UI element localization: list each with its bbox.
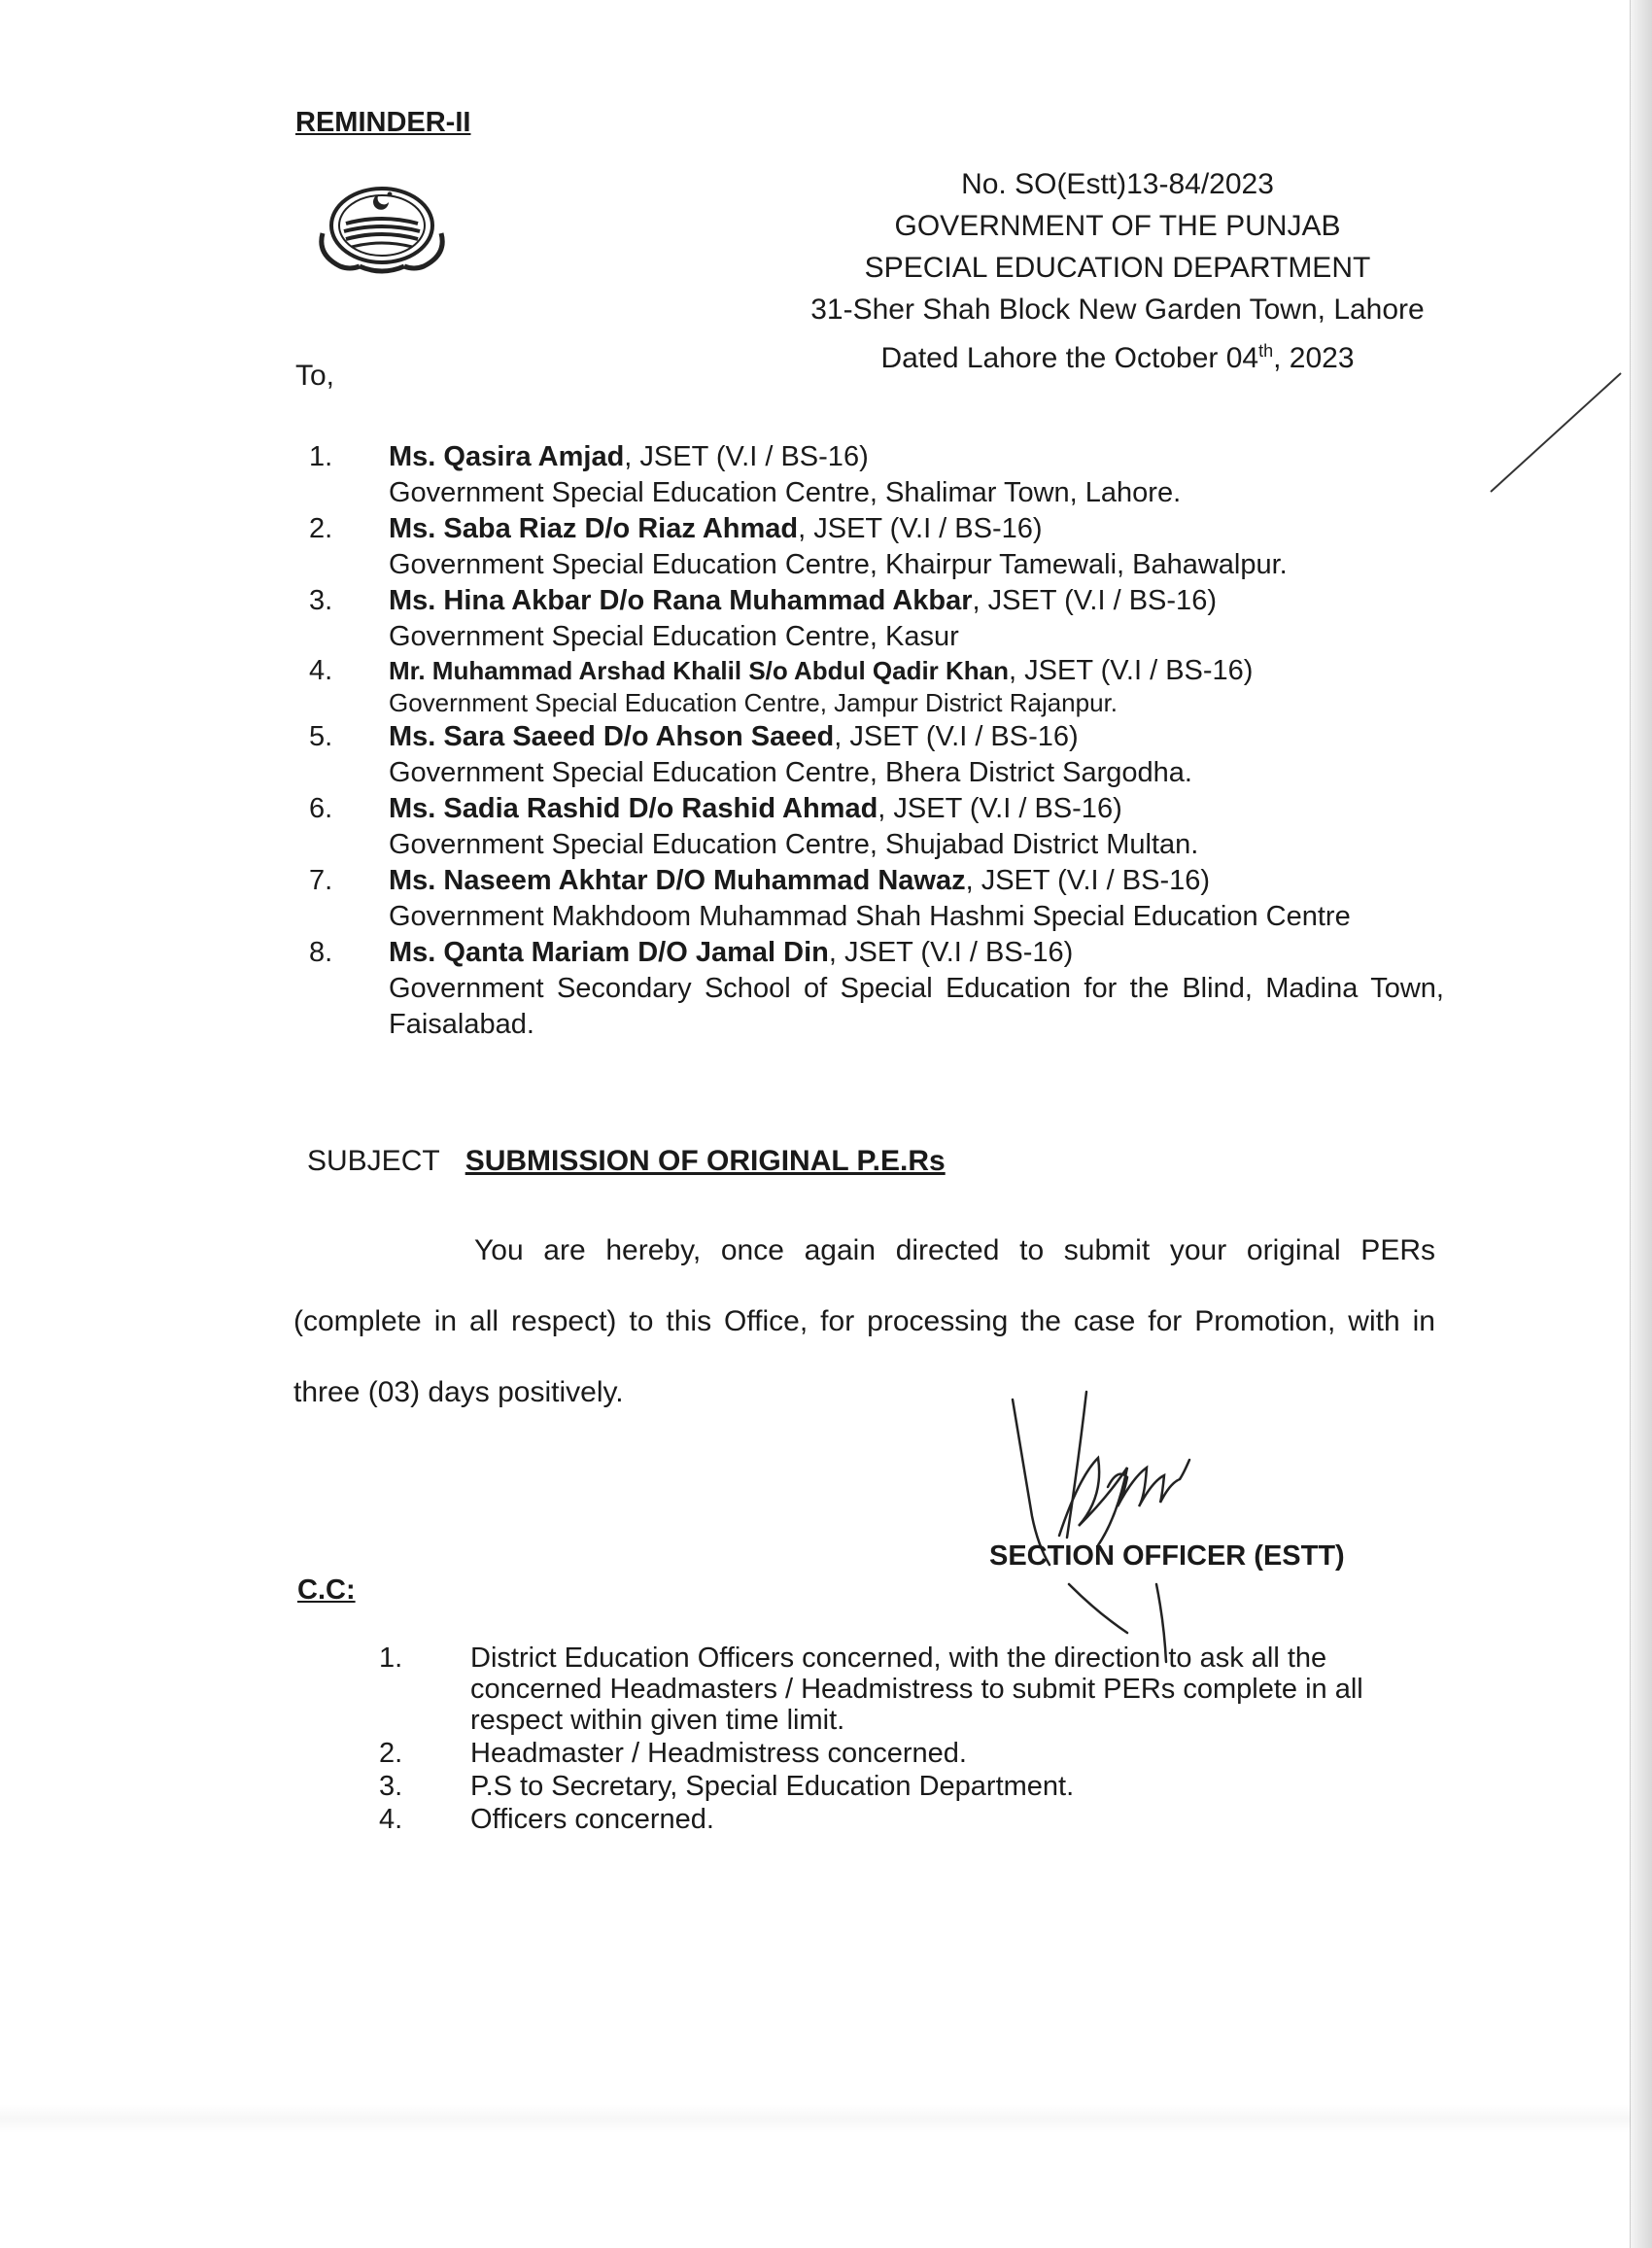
list-item: 3. Ms. Hina Akbar D/o Rana Muhammad Akbar, JSET (V.I / BS-16) Government Special Education Centre, Kasur	[309, 585, 1217, 652]
list-item: 5. Ms. Sara Saeed D/o Ahson Saeed, JSET (V.I / BS-16) Government Special Education Centre, Bhera District Sargodha.	[309, 721, 1192, 788]
office-address: 31-Sher Shah Block New Garden Town, Lahore	[810, 294, 1425, 326]
list-item: 1. Ms. Qasira Amjad, JSET (V.I / BS-16) Government Special Education Centre, Shalimar Town, Lahore.	[309, 441, 1182, 508]
list-item: 4. Mr. Muhammad Arshad Khalil S/o Abdul Qadir Khan, JSET (V.I / BS-16) Government Special Education Centre, Jampur District Rajanpur.	[309, 655, 1254, 717]
recipient-list	[297, 439, 1444, 1043]
list-item: 3. P.S to Secretary, Special Education Department.	[379, 1771, 1075, 1802]
list-item: 2. Headmaster / Headmistress concerned.	[379, 1738, 967, 1769]
government-name: GOVERNMENT OF THE PUNJAB	[894, 210, 1341, 242]
list-item: 6. Ms. Sadia Rashid D/o Rashid Ahmad, JSET (V.I / BS-16) Government Special Education Centre, Shujabad District Multan.	[309, 793, 1199, 860]
signatory-title: SECTION OFFICER (ESTT)	[989, 1540, 1345, 1572]
cc-label: C.C:	[297, 1574, 356, 1606]
reminder-heading: REMINDER-II	[295, 107, 471, 138]
punjab-government-emblem-icon	[309, 175, 455, 277]
list-item: 7. Ms. Naseem Akhtar D/O Muhammad Nawaz, JSET (V.I / BS-16) Government Makhdoom Muhammad Shah Hashmi Special Education Centre	[309, 865, 1351, 932]
subject-title: SUBMISSION OF ORIGINAL P.E.Rs	[465, 1145, 946, 1177]
scan-artifact	[0, 2104, 1631, 2133]
reference-number: No. SO(Estt)13-84/2023	[961, 168, 1274, 200]
department-name: SPECIAL EDUCATION DEPARTMENT	[864, 252, 1371, 284]
cc-list	[379, 1643, 1409, 1837]
letter-date: Dated Lahore the October 04th, 2023	[880, 341, 1355, 374]
page-edge	[1630, 0, 1652, 2248]
subject-label: SUBJECT	[307, 1145, 440, 1177]
margin-pen-mark	[1487, 369, 1623, 496]
letterhead	[768, 163, 1467, 379]
list-item: 2. Ms. Saba Riaz D/o Riaz Ahmad, JSET (V.I / BS-16) Government Special Education Centre, Khairpur Tamewali, Bahawalpur.	[309, 513, 1288, 580]
handwritten-signature-icon	[1001, 1390, 1292, 1681]
list-item: 1. District Education Officers concerned, with the direction to ask all the concerned Headmasters / Headmistress to submit PERs complete in all respect within given time limit.	[379, 1643, 1363, 1736]
list-item: 4. Officers concerned.	[379, 1804, 714, 1835]
body-paragraph: You are hereby, once again directed to submit your original PERs (complete in all respect) to this Office, for processing the case for Promotion, with in three (03) days positively.	[293, 1234, 1435, 1408]
list-item: 8. Ms. Qanta Mariam D/O Jamal Din, JSET (V.I / BS-16) Government Secondary School of Special Education for the Blind, Madina Town, Faisalabad.	[309, 937, 1444, 1040]
subject-line	[307, 1145, 946, 1178]
to-label: To,	[295, 360, 335, 392]
